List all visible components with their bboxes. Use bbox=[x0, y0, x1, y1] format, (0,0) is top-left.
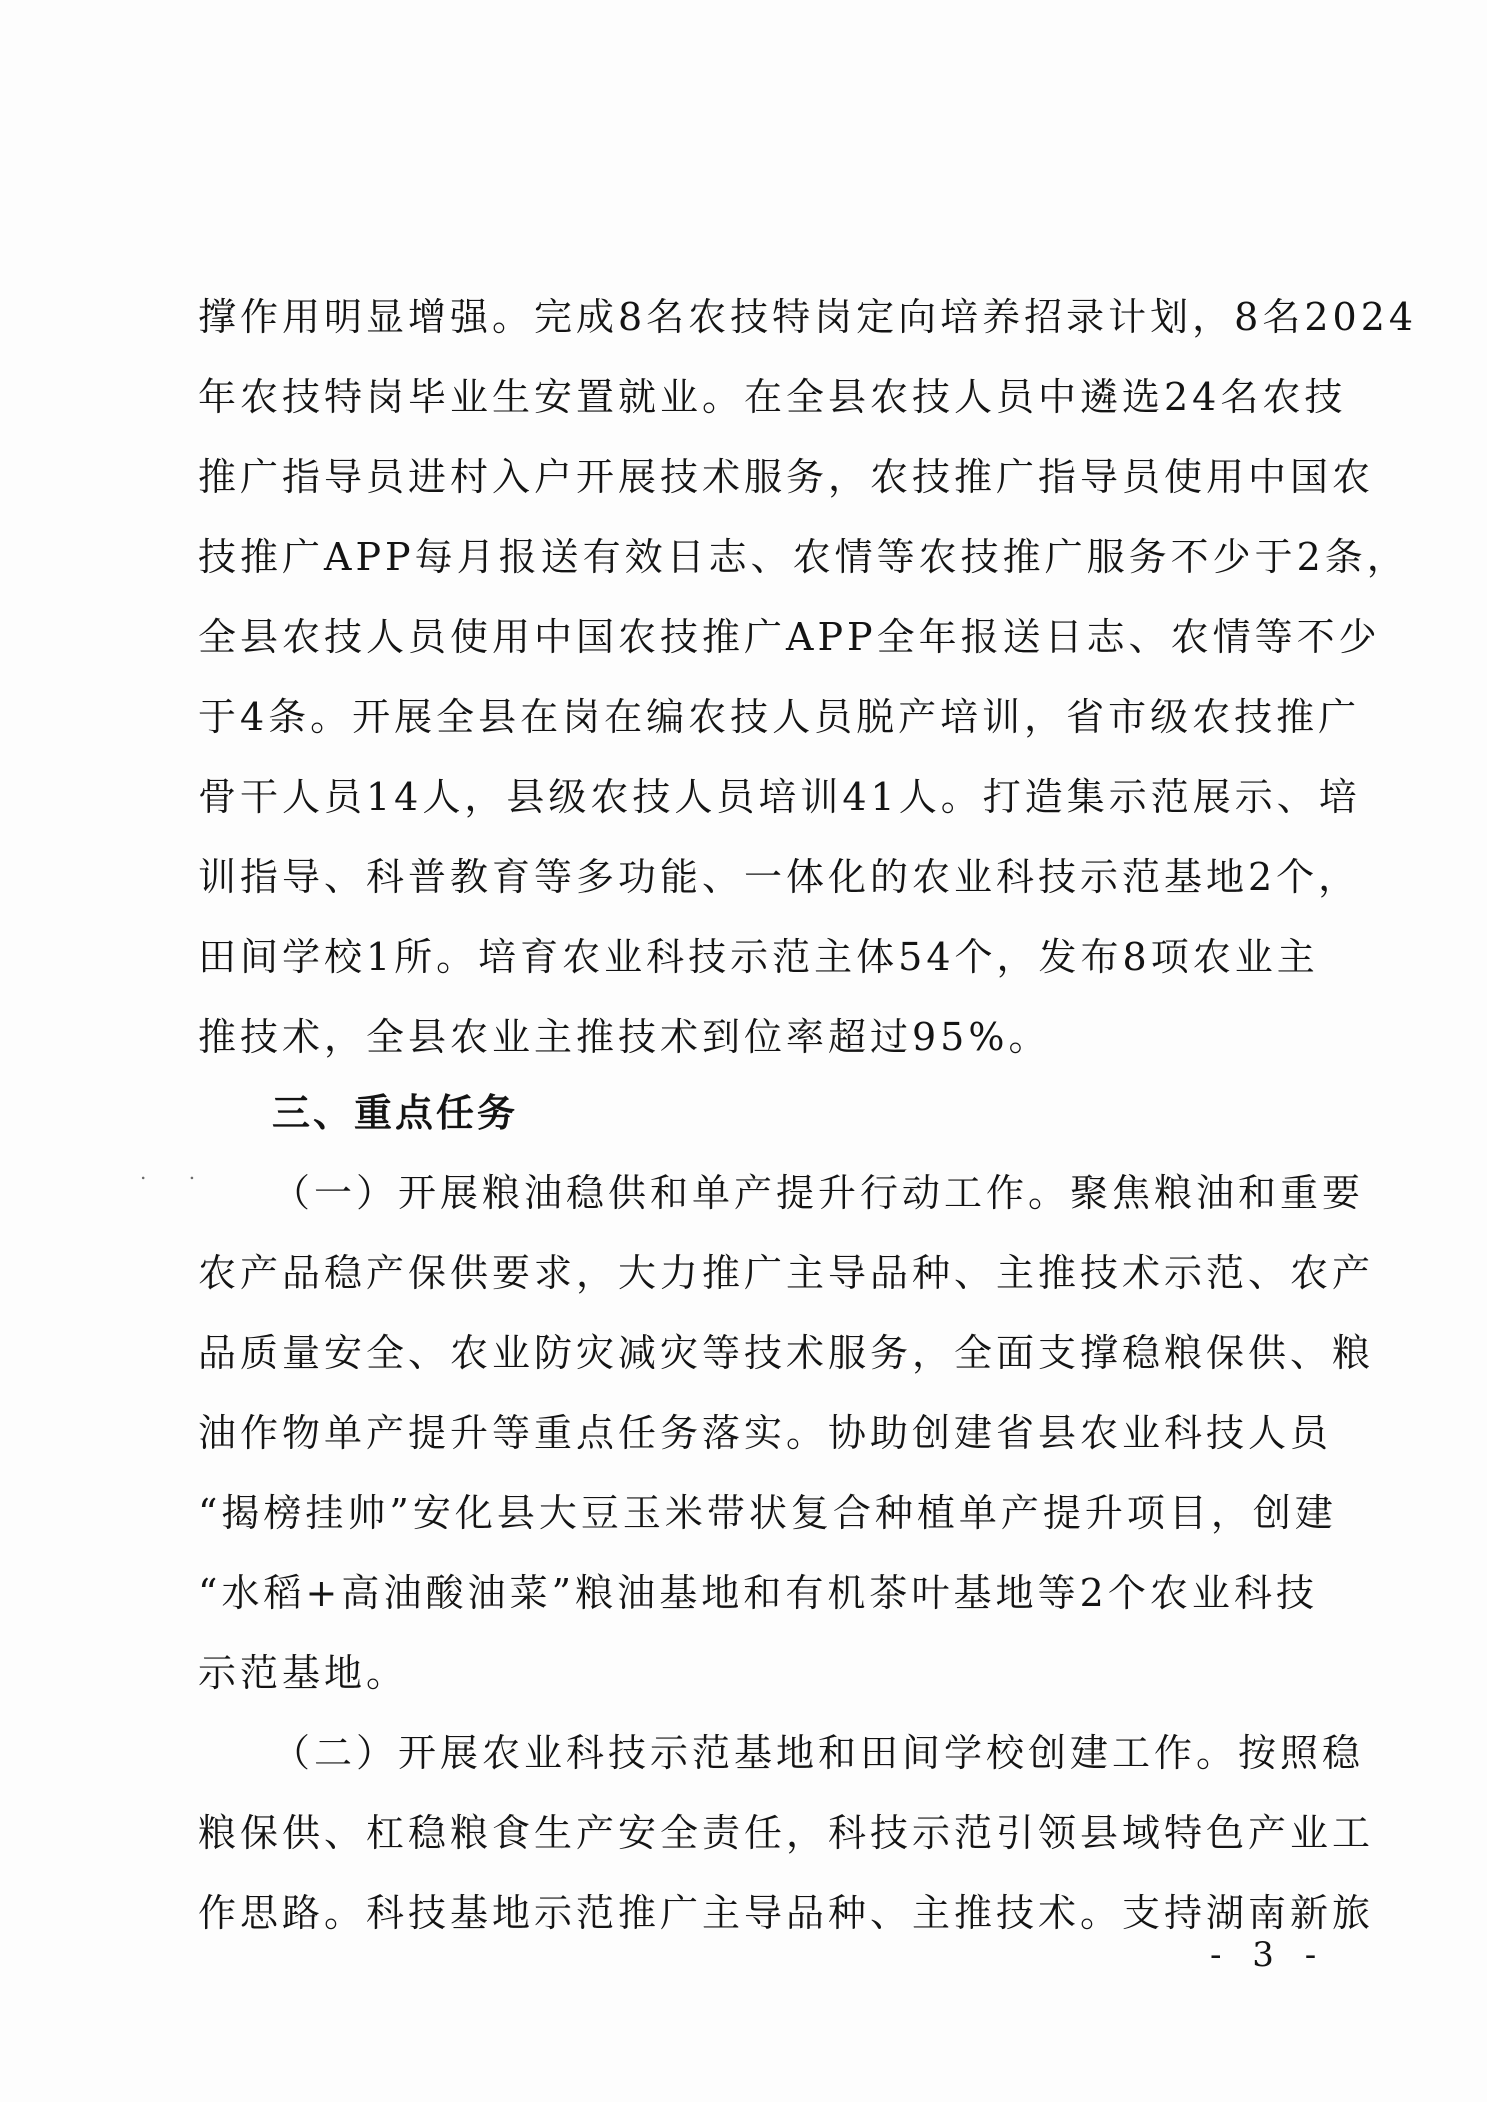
body-line: 技推广APP每月报送有效日志、农情等农技推广服务不少于2条， bbox=[198, 535, 1409, 579]
page-number: - 3 - bbox=[1210, 1935, 1327, 1975]
body-line: “水稻+高油酸油菜”粮油基地和有机茶叶基地等2个农业科技 bbox=[198, 1571, 1318, 1615]
body-line: （一）开展粮油稳供和单产提升行动工作。聚焦粮油和重要 bbox=[272, 1171, 1365, 1215]
body-line: 推技术，全县农业主推技术到位率超过95%。 bbox=[198, 1015, 1051, 1059]
body-line: 田间学校1所。培育农业科技示范主体54个，发布8项农业主 bbox=[198, 935, 1319, 979]
body-line: 年农技特岗毕业生安置就业。在全县农技人员中遴选24名农技 bbox=[198, 375, 1347, 419]
body-line: 油作物单产提升等重点任务落实。协助创建省县农业科技人员 bbox=[198, 1411, 1333, 1455]
body-line: 农产品稳产保供要求，大力推广主导品种、主推技术示范、农产 bbox=[198, 1251, 1375, 1295]
body-line: 粮保供、杠稳粮食生产安全责任，科技示范引领县域特色产业工 bbox=[198, 1811, 1375, 1855]
section-heading: 三、重点任务 bbox=[272, 1091, 519, 1135]
body-line: 于4条。开展全县在岗在编农技人员脱产培训，省市级农技推广 bbox=[198, 695, 1361, 739]
body-line: 示范基地。 bbox=[198, 1651, 409, 1695]
body-line: 骨干人员14人，县级农技人员培训41人。打造集示范展示、培 bbox=[198, 775, 1361, 819]
body-line: 推广指导员进村入户开展技术服务，农技推广指导员使用中国农 bbox=[198, 455, 1375, 499]
margin-mark: . . bbox=[140, 1160, 214, 1184]
body-line: “揭榜挂帅”安化县大豆玉米带状复合种植单产提升项目，创建 bbox=[198, 1491, 1337, 1535]
body-line: （二）开展农业科技示范基地和田间学校创建工作。按照稳 bbox=[272, 1731, 1365, 1775]
body-line: 作思路。科技基地示范推广主导品种、主推技术。支持湖南新旅 bbox=[198, 1891, 1375, 1935]
body-line: 训指导、科普教育等多功能、一体化的农业科技示范基地2个， bbox=[198, 855, 1361, 899]
body-line: 全县农技人员使用中国农技推广APP全年报送日志、农情等不少 bbox=[198, 615, 1381, 659]
body-line: 品质量安全、农业防灾减灾等技术服务，全面支撑稳粮保供、粮 bbox=[198, 1331, 1375, 1375]
body-line: 撑作用明显增强。完成8名农技特岗定向培养招录计划，8名2024 bbox=[198, 295, 1418, 339]
